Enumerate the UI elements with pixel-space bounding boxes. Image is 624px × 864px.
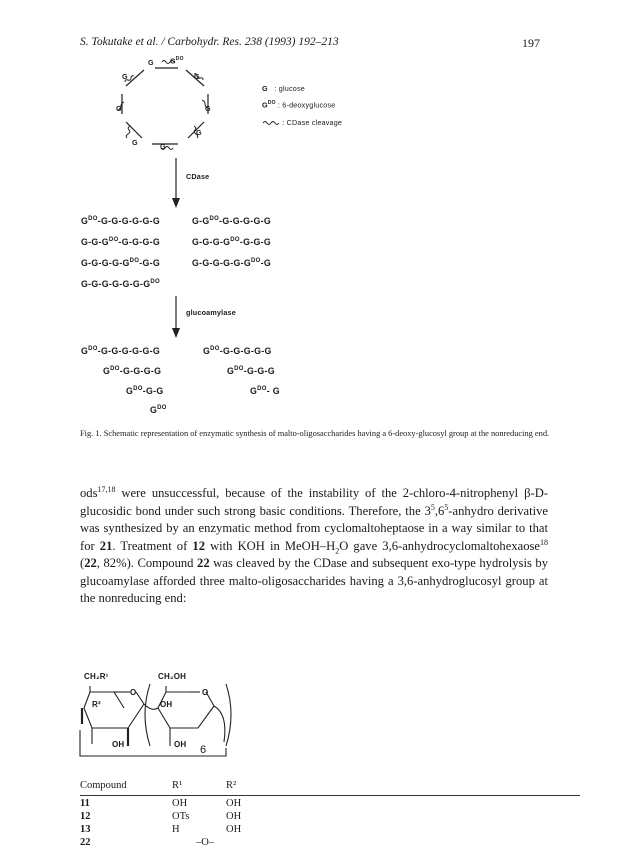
ring-g-left: G [116, 104, 122, 113]
legend-deoxyglucose: $G^{DO}$ : 6-deoxyglucose [262, 100, 336, 110]
ring-g-bottom-mid: G [160, 142, 166, 151]
table-row-r1: OTs [172, 811, 190, 822]
product-right-3: $G-G-G-G-G-G^{DO}-G$ [192, 258, 271, 268]
product-left-4: $G-G-G-G-G-G-G^{DO}$ [81, 279, 160, 289]
legend-glucose: G : glucose [262, 84, 305, 93]
figure-caption: Fig. 1. Schematic representation of enzymatic synthesis of malto-oligosaccharides having a 6-deoxy-glucosyl group at the nonreducing end. [80, 429, 550, 438]
product-right-1: $G-G^{DO}-G-G-G-G-G$ [192, 216, 271, 226]
table-row-r2: OH [226, 798, 242, 809]
ring-oxygen-2: O [202, 688, 209, 697]
oh-label-1: OH [112, 740, 125, 749]
table-header-r2: R² [226, 780, 237, 791]
table-row-r2: OH [226, 811, 242, 822]
table-row-bridge: –O– [196, 837, 215, 848]
enzyme-glucoamylase-label: glucoamylase [186, 308, 236, 317]
table-row-r2: OH [226, 824, 242, 835]
table-rule [80, 795, 580, 796]
table-row-r1: H [172, 824, 180, 835]
ring-g-bottom-left: G [132, 138, 138, 147]
r2-label: R² [92, 700, 101, 709]
hydro-left-4: $G^{DO}$ [150, 405, 167, 415]
enzyme-cdase-label: CDase [186, 172, 210, 181]
ring-g-right: G [205, 104, 211, 113]
ch2oh-label: CH₂OH [158, 672, 187, 681]
ring-gdo-top: $G^{DO}$ [170, 56, 184, 66]
ring-g-bottom-right: G [196, 128, 202, 137]
legend-cleavage: : CDase cleavage [262, 118, 342, 127]
ring-oxygen-1: O [130, 688, 137, 697]
table-row-compound: 12 [80, 811, 91, 822]
table-row-compound: 13 [80, 824, 91, 835]
hydro-right-2: $G^{DO}-G-G-G$ [227, 366, 275, 376]
product-left-2: $G-G-G^{DO}-G-G-G-G$ [81, 237, 160, 247]
oh-label-3: OH [160, 700, 173, 709]
hydro-right-1: $G^{DO}-G-G-G-G-G$ [203, 346, 272, 356]
table-row-r1: OH [172, 798, 188, 809]
wavy-line-icon [262, 120, 280, 126]
table-row-compound: 11 [80, 798, 90, 809]
down-arrow-icon-2 [170, 296, 182, 340]
ring-g-upper-left: G [122, 72, 128, 81]
ring-g-top-left: G [148, 58, 154, 67]
hydro-left-3: $G^{DO}-G-G$ [126, 386, 164, 396]
body-paragraph: ods$^{17,18}$ were unsuccessful, because of the instability of the 2-chloro-4-nitrophenyl β-D-glucosidic bond under such strong basic conditions. Therefore, the $3^5,6^5$-anhydro derivative was synthesized by an enzymatic method from cyclomaltoheptaose in a way similar to that for 21. Treatment of 12 with KOH in MeOH–$H_2O$ gave 3,6-anhydrocyclomaltohexaose$^{18}$ (22, 82%). Compound 22 was cleaved by the CDase and subsequent exo-type hydrolysis by glucoamylase afforded three malto-oligosaccharides having a 3,6-anhydroglucosyl group at the nonreducing end: [80, 484, 549, 605]
down-arrow-icon [170, 158, 182, 210]
table-row-compound: 22 [80, 837, 91, 848]
running-head: S. Tokutake et al. / Carbohydr. Res. 238 (1993) 192–213 [80, 36, 339, 48]
oh-label-2: OH [174, 740, 187, 749]
table-header-compound: Compound [80, 780, 127, 791]
product-left-1: $G^{DO}-G-G-G-G-G-G$ [81, 216, 160, 226]
hydro-left-1: $G^{DO}-G-G-G-G-G-G$ [81, 346, 160, 356]
ch2r1-label: CH₂R¹ [84, 672, 109, 681]
hydro-right-3: $G^{DO}-$ G [250, 386, 280, 396]
hydro-left-2: $G^{DO}-G-G-G-G$ [103, 366, 162, 376]
product-right-2: $G-G-G-G^{DO}-G-G-G$ [192, 237, 271, 247]
ring-g-top-right: G [194, 72, 200, 81]
table-header-r1: R¹ [172, 780, 183, 791]
product-left-3: $G-G-G-G-G^{DO}-G-G$ [81, 258, 160, 268]
repeat-count: 6 [200, 744, 207, 756]
page-number: 197 [522, 36, 540, 50]
